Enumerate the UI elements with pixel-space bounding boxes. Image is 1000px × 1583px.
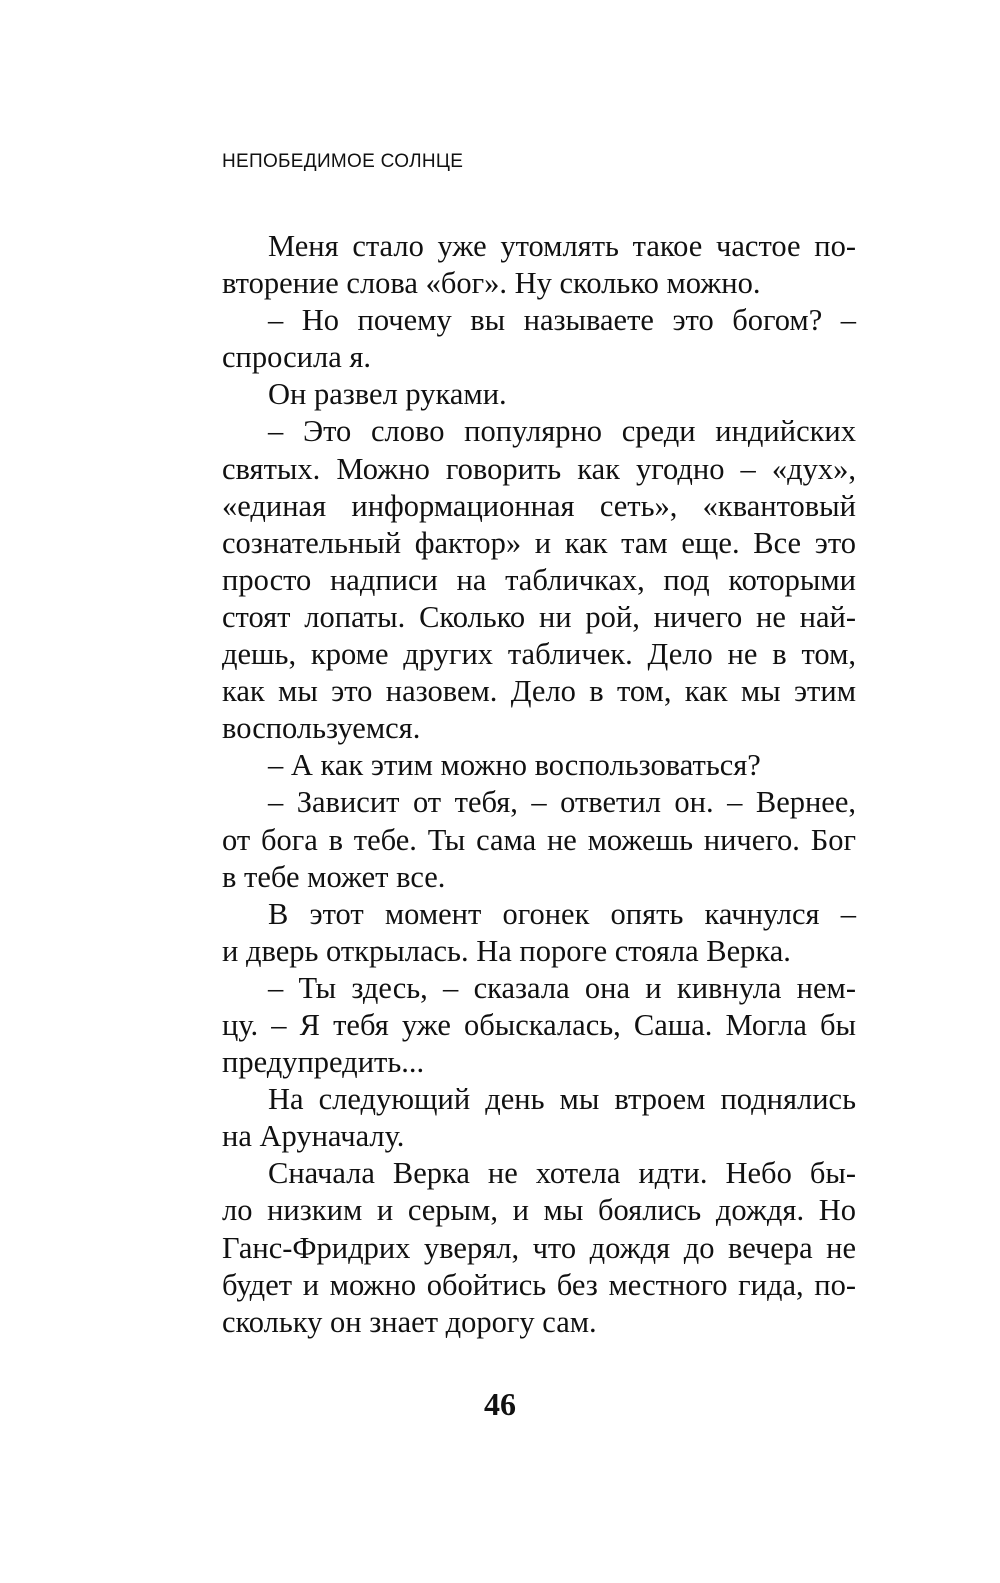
text-line: Меня стало уже утомлять такое частое по- [268,229,856,263]
text-line: вторение слова «бог». Ну сколько можно. [222,266,761,301]
text-line: цу. – Я тебя уже обыскалась, Саша. Могла бы [222,1007,856,1042]
text-line: – Это слово популярно среди индийских [268,414,856,449]
text-line: – Но почему вы называете это богом? – [268,303,856,338]
text-line: Ганс-Фридрих уверял, что дождя до вечера не [222,1230,856,1265]
text-line: воспользуемся. [222,711,421,746]
text-line: в тебе может все. [222,859,446,894]
text-line: скольку он знает дорогу сам. [222,1304,597,1339]
text-line: ло низким и серым, и мы боялись дождя. Но [222,1193,856,1228]
text-line: на Аруначалу. [222,1119,405,1154]
text-line: будет и можно обойтись без местного гида, по- [222,1267,856,1302]
body-text [222,228,856,1341]
text-line: Сначала Верка не хотела идти. Небо бы- [268,1156,856,1191]
page-number: 46 [484,1386,516,1422]
text-line: «единая информационная сеть», «квантовый [222,488,856,523]
text-line: предупредить... [222,1045,425,1080]
text-line: просто надписи на табличках, под которыми [222,562,856,597]
running-head: НЕПОБЕДИМОЕ СОЛНЦЕ [222,151,464,172]
text-line: спросила я. [222,340,372,375]
text-line: и дверь открылась. На пороге стояла Верка. [222,933,791,968]
text-line: На следующий день мы втроем поднялись [268,1082,856,1117]
text-line: сознательный фактор» и как там еще. Все это [222,525,856,560]
text-line: – А как этим можно воспользоваться? [268,748,761,783]
text-line: дешь, кроме других табличек. Дело не в том, [222,637,856,672]
text-line: от бога в тебе. Ты сама не можешь ничего. Бог [222,822,856,857]
text-line: святых. Можно говорить как угодно – «дух», [222,451,856,486]
text-line: – Зависит от тебя, – ответил он. – Вернее, [268,785,856,820]
text-line: как мы это назовем. Дело в том, как мы этим [222,674,856,709]
text-line: – Ты здесь, – сказала она и кивнула нем- [268,970,856,1005]
text-line: В этот момент огонек опять качнулся – [268,896,856,931]
text-line: Он развел руками. [268,377,507,412]
text-line: стоят лопаты. Сколько ни рой, ничего не най- [222,599,856,634]
